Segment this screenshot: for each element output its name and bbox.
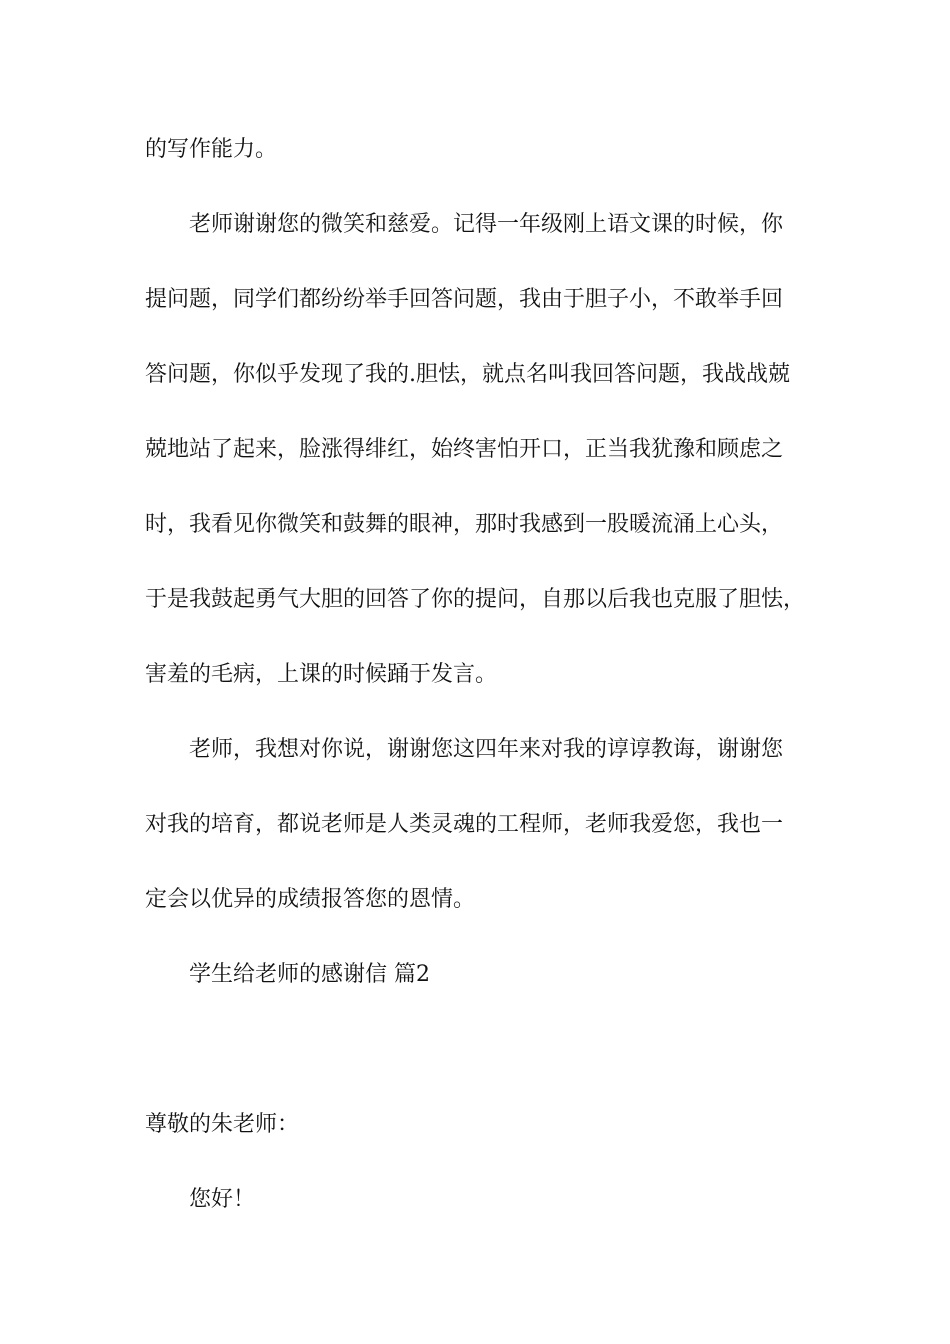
salutation: 尊敬的朱老师： (145, 1112, 300, 1137)
text-line: 时，我看见你微笑和鼓舞的眼神，那时我感到一股暖流涌上心头， (145, 512, 784, 537)
text-line: 害羞的毛病，上课的时候踊于发言。 (145, 662, 498, 687)
text-line: 对我的培育，都说老师是人类灵魂的工程师，老师我爱您，我也一 (145, 812, 784, 837)
text-line: 老师，我想对你说，谢谢您这四年来对我的谆谆教诲，谢谢您 (189, 737, 784, 762)
text-line: 的写作能力。 (145, 137, 278, 162)
text-line: 答问题，你似乎发现了我的.胆怯，就点名叫我回答问题，我战战兢 (145, 362, 790, 387)
text-line: 定会以优异的成绩报答您的恩情。 (145, 887, 476, 912)
text-line: 兢地站了起来，脸涨得绯红，始终害怕开口，正当我犹豫和顾虑之 (145, 437, 784, 462)
text-line: 于是我鼓起勇气大胆的回答了你的提问，自那以后我也克服了胆怯， (145, 587, 806, 612)
text-line: 提问题，同学们都纷纷举手回答问题，我由于胆子小，不敢举手回 (145, 287, 784, 312)
greeting: 您好！ (189, 1187, 256, 1212)
section-heading: 学生给老师的感谢信 篇2 (189, 962, 430, 987)
text-line: 老师谢谢您的微笑和慈爱。记得一年级刚上语文课的时候，你 (189, 212, 784, 237)
